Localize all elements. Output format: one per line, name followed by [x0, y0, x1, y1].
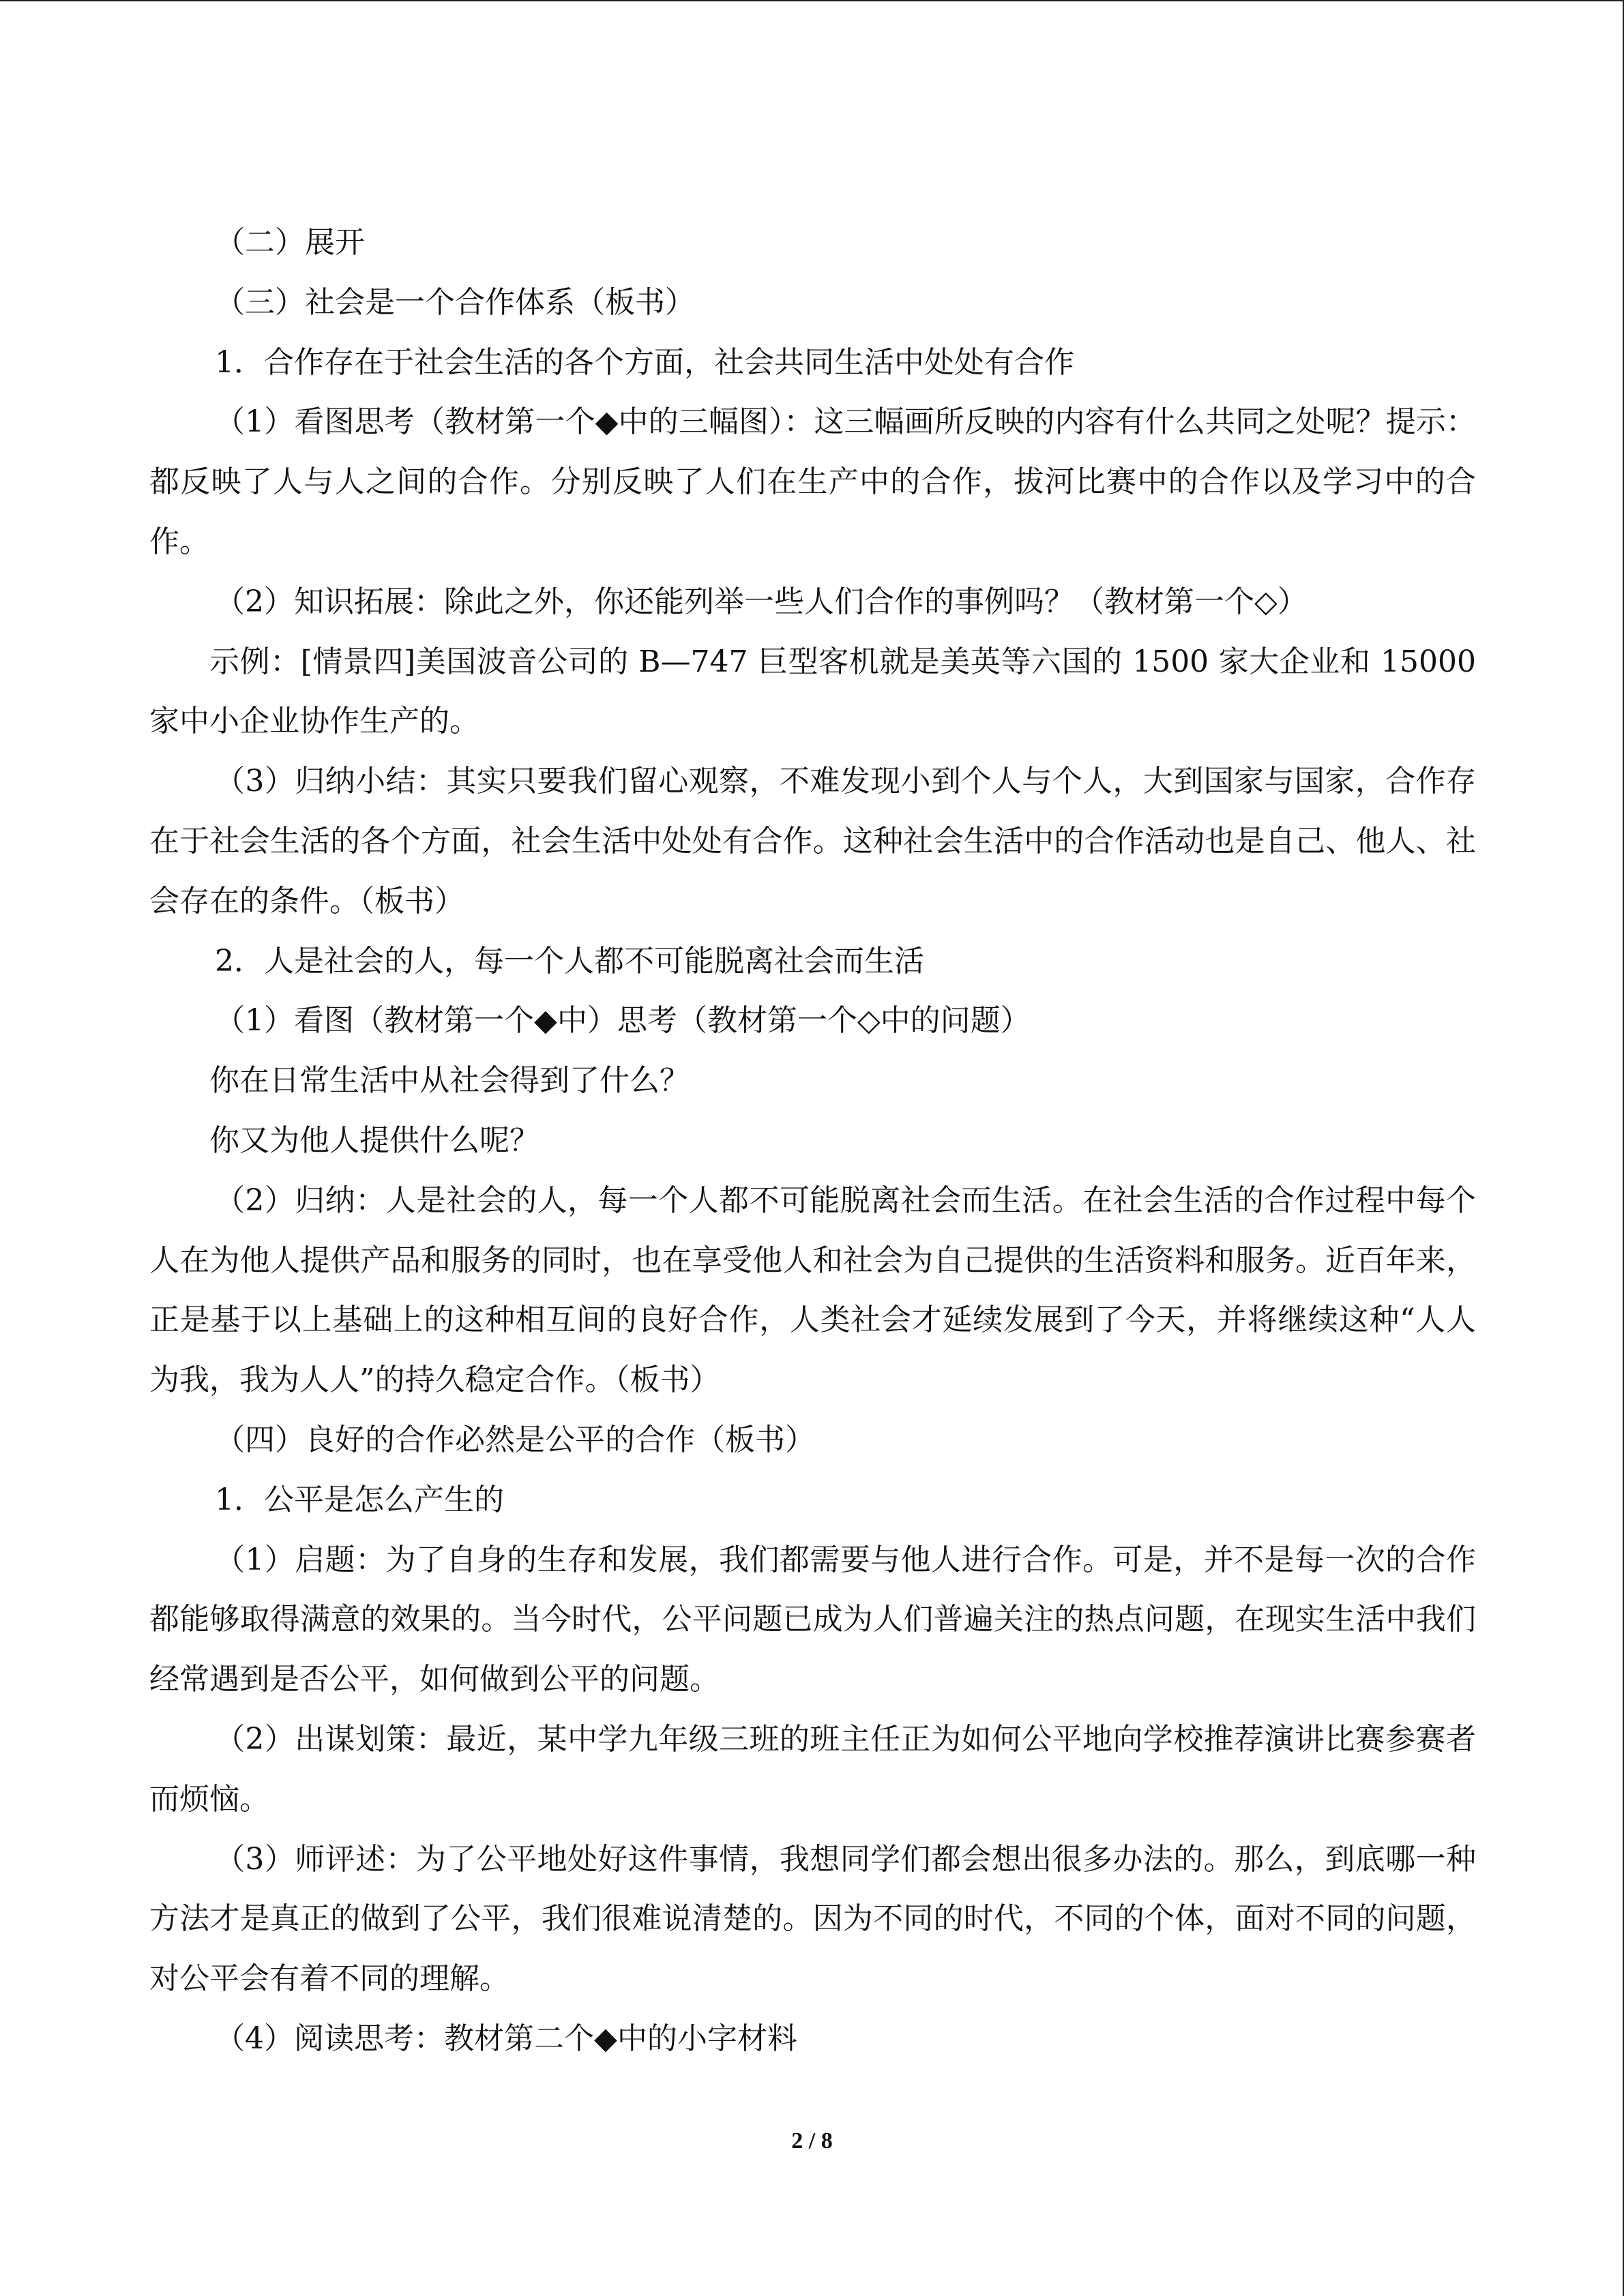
page-number: 2 / 8	[791, 2128, 833, 2153]
paragraph-question-provide: 你又为他人提供什么呢？	[209, 1122, 540, 1158]
section-heading-fair-cooperation: （四）良好的合作必然是公平的合作（板书）	[215, 1422, 815, 1457]
section-heading-cooperation-system: （三）社会是一个合作体系（板书）	[215, 284, 695, 320]
paragraph-question-gain: 你在日常生活中从社会得到了什么？	[209, 1063, 690, 1099]
paragraph-view-and-think: （1）看图（教材第一个◆中）思考（教材第一个◇中的问题）	[215, 1003, 1031, 1039]
section-heading-expand: （二）展开	[215, 225, 365, 260]
paragraph-view-images: （1）看图思考（教材第一个◆中的三幅图）：这三幅画所反映的内容有什么共同之处呢？提示：都反映了人与人之间的合作。分别反映了人们在生产中的合作，拔河比赛中的合作以及学习中的合作。	[149, 404, 1476, 559]
document-body	[149, 213, 1476, 2069]
paragraph-knowledge-expansion: （2）知识拓展：除此之外，你还能列举一些人们合作的事例吗？（教材第一个◇）	[215, 584, 1308, 619]
subheading-cooperation-everywhere: 1．合作存在于社会生活的各个方面，社会共同生活中处处有合作	[215, 344, 1074, 380]
paragraph-summary: （3）归纳小结：其实只要我们留心观察，不难发现小到个人与个人，大到国家与国家，合作存在于社会生活的各个方面，社会生活中处处有合作。这种社会生活中的合作活动也是自己、他人、社会存在的条件。（板书）	[149, 764, 1476, 919]
paragraph-advice: （2）出谋划策：最近，某中学九年级三班的班主任正为如何公平地向学校推荐演讲比赛参赛者而烦恼。	[149, 1721, 1476, 1817]
paragraph-example-boeing: 示例：[情景四]美国波音公司的 B—747 巨型客机就是美英等六国的 1500 家大企业和 15000 家中小企业协作生产的。	[149, 644, 1476, 739]
subheading-social-person: 2．人是社会的人，每一个人都不可能脱离社会而生活	[215, 943, 924, 979]
paragraph-introduction: （1）启题：为了自身的生存和发展，我们都需要与他人进行合作。可是，并不是每一次的合作都能够取得满意的效果的。当今时代，公平问题已成为人们普遍关注的热点问题，在现实生活中我们经常遇到是否公平，如何做到公平的问题。	[149, 1542, 1476, 1697]
paragraph-induction: （2）归纳：人是社会的人，每一个人都不可能脱离社会而生活。在社会生活的合作过程中每个人在为他人提供产品和服务的同时，也在享受他人和社会为自己提供的生活资料和服务。近百年来，正是基于以上基础上的这种相互间的良好合作，人类社会才延续发展到了今天，并将继续这种“人人为我，我为人人”的持久稳定合作。（板书）	[149, 1182, 1476, 1398]
paragraph-reading-reflection: （4）阅读思考：教材第二个◆中的小字材料	[215, 2021, 797, 2056]
subheading-fairness-origin: 1．公平是怎么产生的	[215, 1482, 504, 1517]
paragraph-teacher-comment: （3）师评述：为了公平地处好这件事情，我想同学们都会想出很多办法的。那么，到底哪一种方法才是真正的做到了公平，我们很难说清楚的。因为不同的时代，不同的个体，面对不同的问题，对公平会有着不同的理解。	[149, 1841, 1476, 1997]
